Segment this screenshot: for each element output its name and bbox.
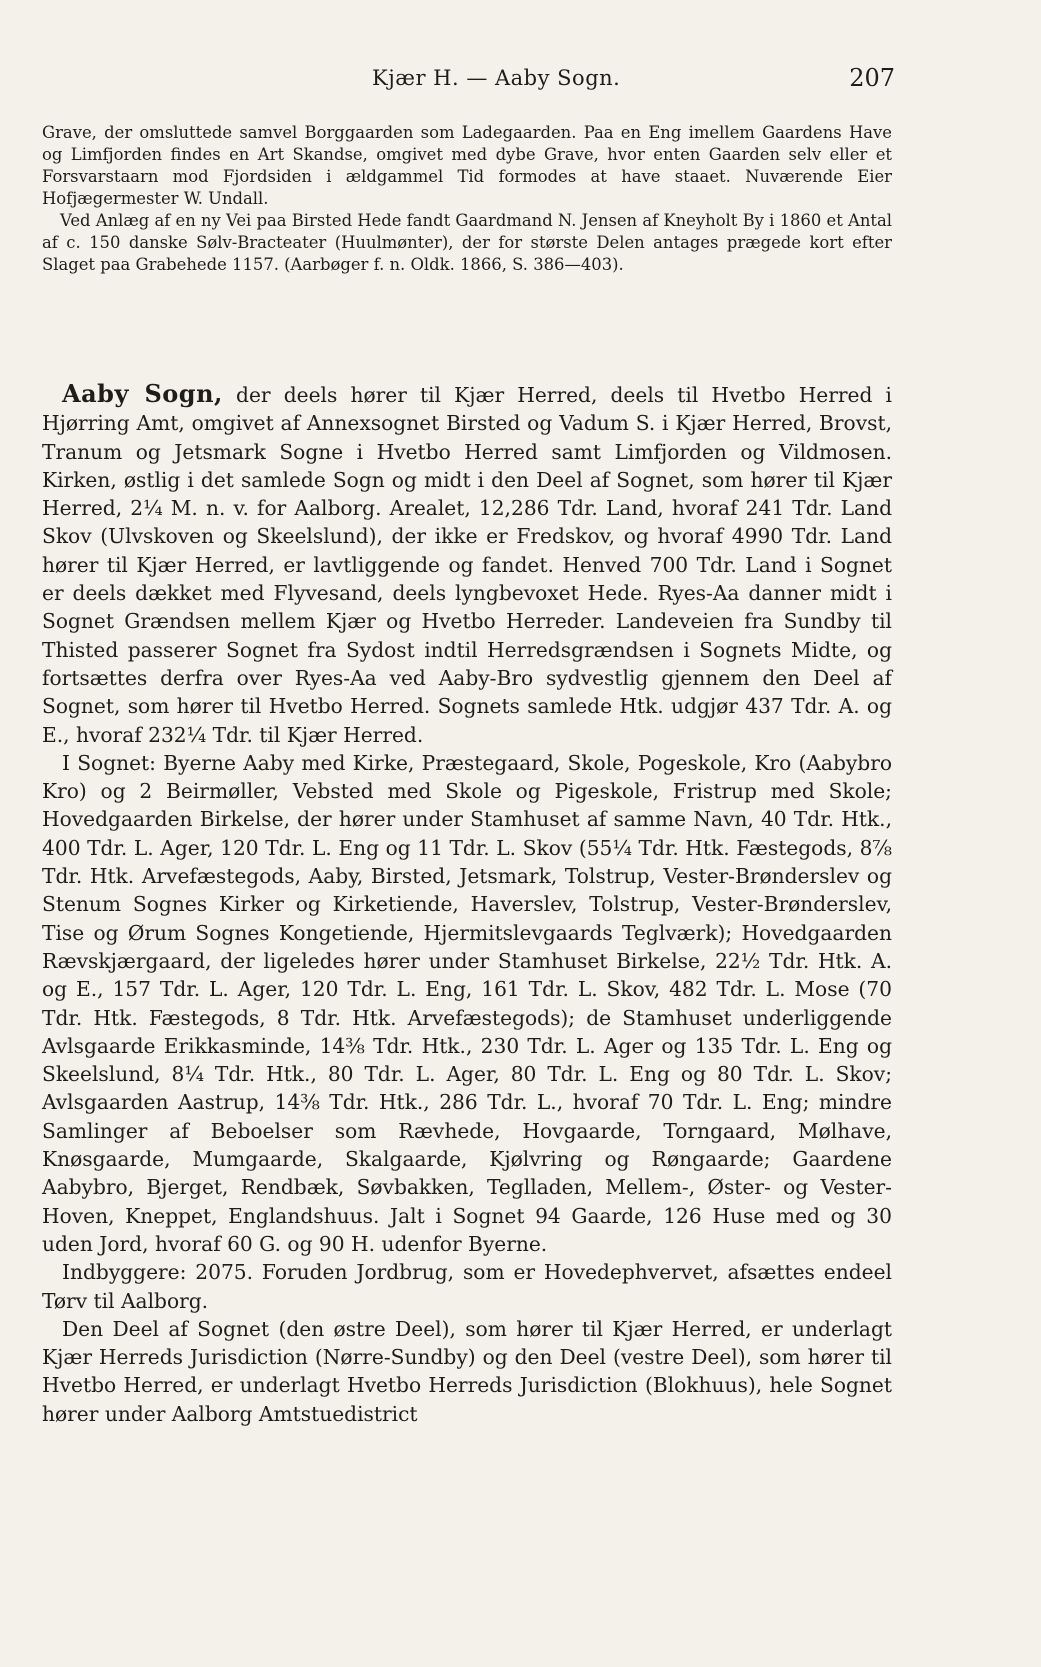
running-head-title: Kjær H. — Aaby Sogn. [372,66,621,90]
small-paragraph: Ved Anlæg af en ny Vei paa Birsted Hede fandt Gaardmand N. Jensen af Kneyholt By i 1860 et Antal af c. 150 danske Sølv-Bracteater (Huulmønter), der for største Delen antages prægede kort efter Slaget paa Grabehede 1157. (Aarbøger f. n. Oldk. 1866, S. 386—403). [42,211,892,274]
headword: Aaby Sogn, [62,379,223,408]
article-paragraph: I Sognet: Byerne Aaby med Kirke, Præstegaard, Skole, Pogeskole, Kro (Aabybro Kro) og 2 Beirmøller, Vebsted med Skole og Pigeskole, Fristrup med Skole; Hovedgaarden Birkelse, der hører under Stamhuset af samme Navn, 40 Tdr. Htk., 400 Tdr. L. Ager, 120 Tdr. L. Eng og 11 Tdr. L. Skov (55¼ Tdr. Htk. Fæstegods, 8⅞ Tdr. Htk. Arvefæstegods, Aaby, Birsted, Jetsmark, Tolstrup, Vester-Brønderslev og Stenum Sognes Kirker og Kirketiende, Haverslev, Tolstrup, Vester-Brønderslev, Tise og Ørum Sognes Kongetiende, Hjermitslevgaards Teglværk); Hovedgaarden Rævskjærgaard, der ligeledes hører under Stamhuset Birkelse, 22½ Tdr. Htk. A. og E., 157 Tdr. L. Ager, 120 Tdr. L. Eng, 161 Tdr. L. Skov, 482 Tdr. L. Mose (70 Tdr. Htk. Fæstegods, 8 Tdr. Htk. Arvefæstegods); de Stamhuset underliggende Avlsgaarde Erikkasminde, 14⅜ Tdr. Htk., 230 Tdr. L. Ager og 135 Tdr. L. Eng og Skeelslund, 8¼ Tdr. Htk., 80 Tdr. L. Ager, 80 Tdr. L. Eng og 80 Tdr. L. Skov; Avlsgaarden Aastrup, 14⅜ Tdr. Htk., 286 Tdr. L., hvoraf 70 Tdr. L. Eng; mindre Samlinger af Beboelser som Rævhede, Hovgaarde, Torngaard, Mølhave, Knøsgaarde, Mumgaarde, Skalgaarde, Kjølvring og Røngaarde; Gaardene Aabybro, Bjerget, Rendbæk, Søvbakken, Teglladen, Mellem-, Øster- og Vester-Hoven, Kneppet, Englandshuus. Jalt i Sognet 94 Gaarde, 126 Huse med og 30 uden Jord, hvoraf 60 G. og 90 H. udenfor Byerne. [42,750,892,1256]
article-aaby-sogn [42,380,892,1428]
article-paragraph: Indbyggere: 2075. Foruden Jordbrug, som er Hovedерhvervet, afsættes endeel Tørv til Aalborg. [42,1260,892,1313]
article-paragraph: Den Deel af Sognet (den østre Deel), som hører til Kjær Herred, er underlagt Kjær Herreds Jurisdiction (Nørre-Sundby) og den Deel (vestre Deel), som hører til Hvetbo Herred, er underlagt Hvetbo Herreds Jurisdiction (Blokhuus), hele Sognet hører under Aalborg Amtstuedistrict [42,1316,892,1426]
page-number: 207 [849,64,895,92]
article-paragraph-text: der deels hører til Kjær Herred, deels til Hvetbo Herred i Hjørring Amt, omgivet af Annexsognet Birsted og Vadum S. i Kjær Herred, Brovst, Tranum og Jetsmark Sogne i Hvetbo Herred samt Limfjorden og Vildmosen. Kirken, østlig i det samlede Sogn og midt i den Deel af Sognet, som hører til Kjær Herred, 2¼ M. n. v. for Aalborg. Arealet, 12,286 Tdr. Land, hvoraf 241 Tdr. Land Skov (Ulvskoven og Skeelslund), der ikke er Fredskov, og hvoraf 4990 Tdr. Land hører til Kjær Herred, er lavtliggende og fandet. Henved 700 Tdr. Land i Sognet er deels dækket med Flyvesand, deels lyngbevoxet Hede. Ryes-Aa danner midt i Sognet Grændsen mellem Kjær og Hvetbo Herreder. Landeveien fra Sundby til Thisted passerer Sognet fra Sydost indtil Herredsgrændsen i Sognets Midte, og fortsættes derfra over Ryes-Aa ved Aaby-Bro sydvestlig gjennem den Deel af Sognet, som hører til Hvetbo Herred. Sognets samlede Htk. udgjør 437 Tdr. A. og E., hvoraf 232¼ Tdr. til Kjær Herred. [42,383,893,747]
previous-entry-continuation [42,122,892,276]
small-paragraph: Grave, der omsluttede samvel Borggaarden som Ladegaarden. Paa en Eng imellem Gaardens Have og Limfjorden findes en Art Skandse, omgivet med dybe Grave, hvor enten Gaarden selv eller et Forsvarstaarn mod Fjordsiden i ældgammel Tid formodes at have staaet. Nuværende Eier Hofjægermester W. Undall. [42,123,892,208]
running-head [42,58,895,98]
article-paragraph [42,380,892,749]
